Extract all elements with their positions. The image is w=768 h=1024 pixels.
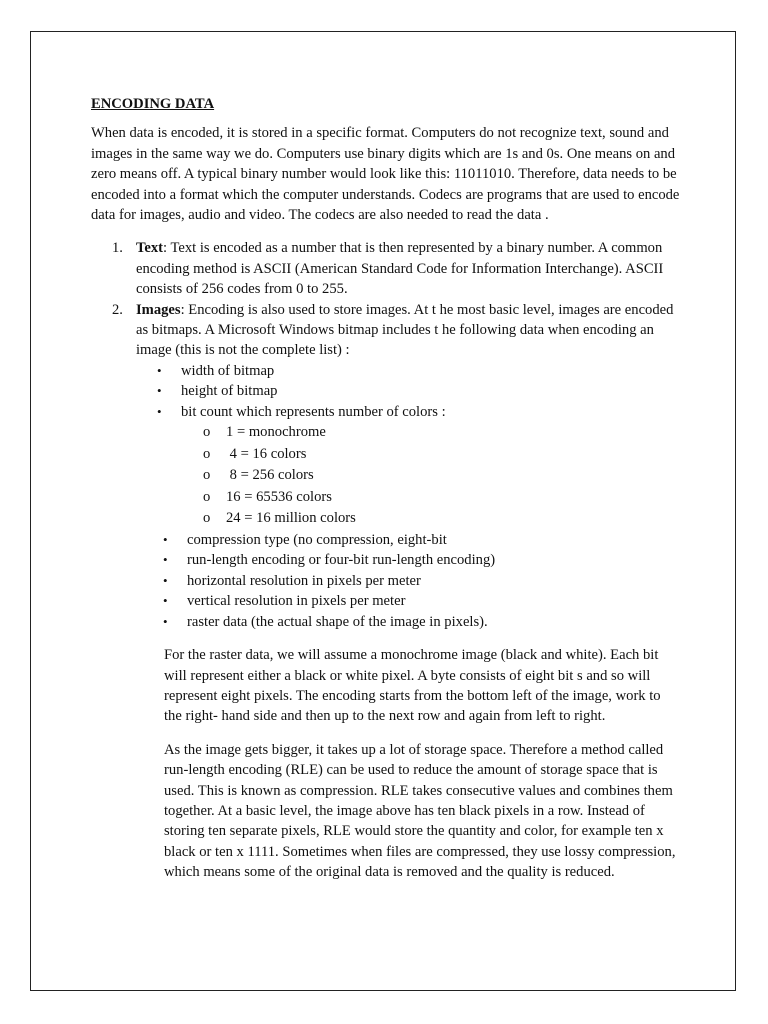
bullet-icon: • (163, 613, 168, 629)
compression-paragraph: As the image gets bigger, it takes up a lot of storage space. Therefore a method called run-length encoding (RLE) can be used to reduce the amount of storage space that is used. This is known as compression. RLE takes consecutive values and combines them together. At a basic level, the image above has ten black pixels in a row. Instead of storing ten separate pixels, RLE would store the quantity and color, for example ten x black or ten x 1111. Sometimes when files are compressed, they use lossy compression, which means some of the original data is removed and the quality is reduced. (164, 741, 676, 881)
list-item: • vertical resolution in pixels per meter (142, 591, 681, 611)
list-item: • horizontal resolution in pixels per meter (142, 571, 681, 591)
list-item-text (91, 238, 681, 299)
list-item: • raster data (the actual shape of the image in pixels). (142, 612, 681, 632)
list-number: 1. (112, 240, 123, 257)
bullet-icon: • (163, 593, 168, 609)
list-item: o 8 = 256 colors (181, 465, 681, 487)
bullet-icon: • (163, 552, 168, 568)
list-item: o 1 = monochrome (181, 422, 681, 444)
list-item: o 4 = 16 colors (181, 444, 681, 466)
bit-count-list (181, 422, 681, 530)
list-item: o 16 = 65536 colors (181, 487, 681, 509)
bitmap-fields-list (136, 361, 681, 530)
circle-bullet-icon: o (203, 445, 211, 462)
numbered-list (91, 238, 681, 530)
bitmap-fields-list-continued (91, 530, 681, 632)
list-item: • height of bitmap (136, 381, 681, 401)
list-item: • bit count which represents number of colors : o 1 = monochrome o 4 = 16 colors o 8 = 256 colors o 16 = 65536 colors o 24 = 16 million colors (136, 402, 681, 530)
circle-bullet-icon: o (203, 510, 211, 527)
list-item-lead: Images (136, 301, 181, 318)
list-item-lead: Text (136, 240, 164, 257)
bullet-icon: • (157, 383, 162, 399)
circle-bullet-icon: o (203, 424, 211, 441)
list-item: o 24 = 16 million colors (181, 508, 681, 530)
document-body (91, 94, 681, 883)
list-item: • compression type (no compression, eight-bit (142, 530, 681, 550)
circle-bullet-icon: o (203, 467, 211, 484)
circle-bullet-icon: o (203, 488, 211, 505)
bullet-icon: • (163, 572, 168, 588)
page-title: ENCODING DATA (91, 96, 215, 112)
list-item-body: : Encoding is also used to store images. At t he most basic level, images are encoded as bitmaps. A Microsoft Windows bitmap includes t he following data when encoding an image (this is not the complete list) : (136, 301, 674, 359)
document-page (30, 31, 736, 991)
intro-paragraph: When data is encoded, it is stored in a specific format. Computers do not recognize text, sound and images in the same way we do. Computers use binary digits which are 1s and 0s. One means on and zero means off. A typical binary number would look like this: 11011010. Therefore, data needs to be encoded into a format which the computer understands. Codecs are programs that are used to encode data for images, audio and video. The codecs are also needed to read the data . (91, 125, 680, 224)
bullet-icon: • (157, 403, 162, 419)
list-item-body: : Text is encoded as a number that is then represented by a binary number. A common encoding method is ASCII (American Standard Code for Information Interchange). ASCII consists of 256 codes from 0 to 255. (136, 240, 664, 298)
list-item: • run-length encoding or four-bit run-length encoding) (142, 550, 681, 570)
raster-data-paragraph: For the raster data, we will assume a monochrome image (black and white). Each bit will represent either a black or white pixel. A byte consists of eight bit s and so will represent eight pixels. The encoding starts from the bottom left of the image, work to the right- hand side and then up to the next row and again from left to right. (164, 647, 661, 725)
list-item: • width of bitmap (136, 361, 681, 381)
list-item-images (91, 300, 681, 530)
bullet-icon: • (163, 532, 168, 548)
bullet-icon: • (157, 362, 162, 378)
list-number: 2. (112, 301, 123, 318)
